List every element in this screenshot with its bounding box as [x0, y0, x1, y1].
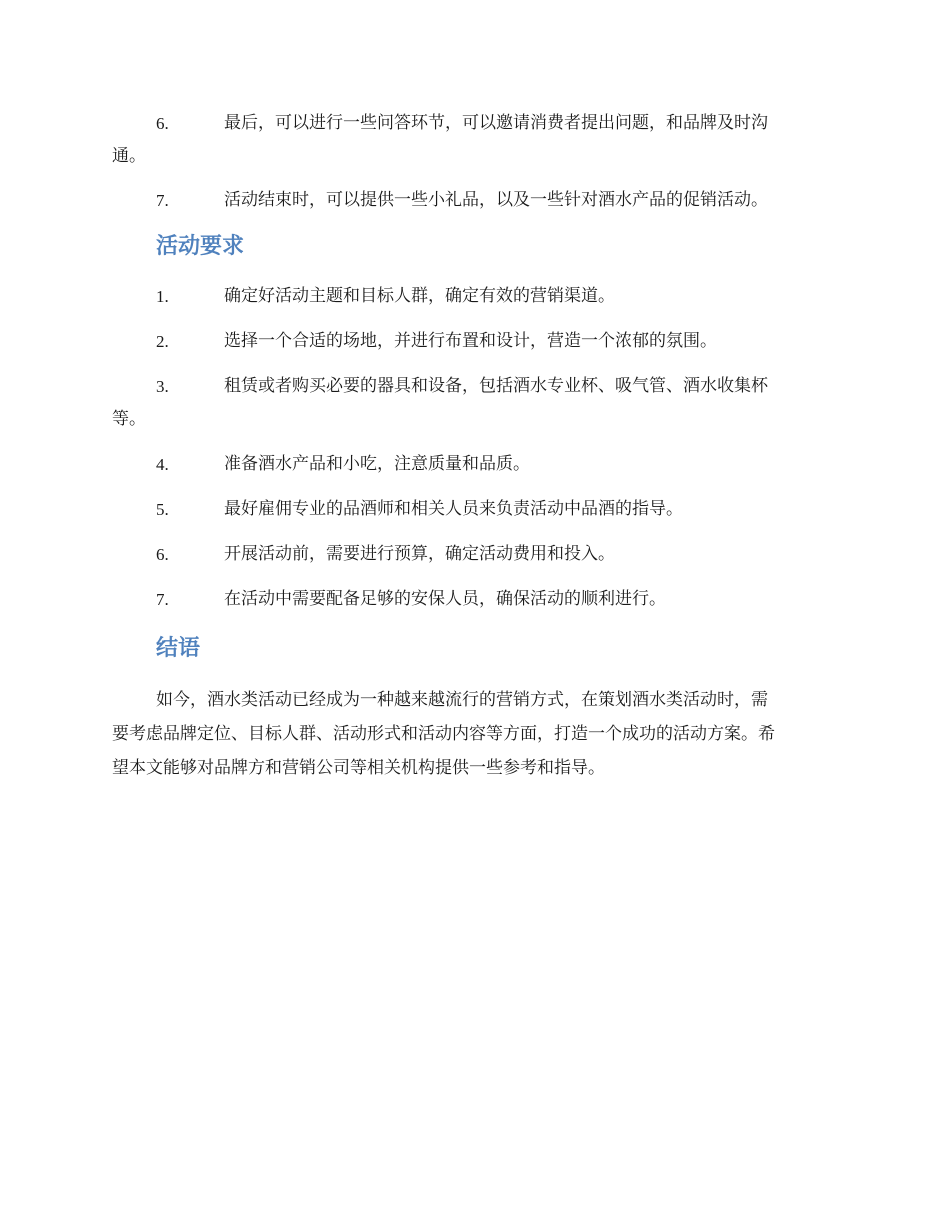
conclusion-paragraph: [112, 683, 842, 785]
list-item-number: 4.: [156, 455, 169, 474]
list-item-text: 准备酒水产品和小吃，注意质量和品质。: [224, 454, 530, 474]
list-item-text: 在活动中需要配备足够的安保人员，确保活动的顺利进行。: [224, 589, 666, 609]
list-item-number: 7.: [156, 590, 169, 609]
list-item-text: 选择一个合适的场地，并进行布置和设计，营造一个浓郁的氛围。: [224, 331, 717, 351]
list-item-text: 最好雇佣专业的品酒师和相关人员来负责活动中品酒的指导。: [224, 499, 683, 519]
list-item-text: 最后，可以进行一些问答环节，可以邀请消费者提出问题，和品牌及时沟: [224, 113, 768, 133]
list-item-number: 2.: [156, 332, 169, 351]
section-heading-requirements: 活动要求: [156, 234, 245, 259]
paragraph-line: 望本文能够对品牌方和营销公司等相关机构提供一些参考和指导。: [112, 758, 605, 778]
list-item-number: 6.: [156, 114, 169, 133]
list-item-number: 6.: [156, 545, 169, 564]
list-item-number: 3.: [156, 377, 169, 396]
list-item-text: 租赁或者购买必要的器具和设备，包括酒水专业杯、吸气管、酒水收集杯: [224, 376, 768, 396]
list-item-continuation: 等。: [112, 409, 146, 429]
list-item-continuation: 通。: [112, 146, 146, 166]
list-item-number: 1.: [156, 287, 169, 306]
paragraph-line: 要考虑品牌定位、目标人群、活动形式和活动内容等方面，打造一个成功的活动方案。希: [112, 724, 775, 744]
list-item-text: 开展活动前，需要进行预算，确定活动费用和投入。: [224, 544, 615, 564]
paragraph-line: 如今，酒水类活动已经成为一种越来越流行的营销方式，在策划酒水类活动时，需: [156, 690, 768, 710]
section-heading-conclusion: 结语: [156, 636, 201, 661]
list-item-number: 5.: [156, 500, 169, 519]
list-item-number: 7.: [156, 191, 169, 210]
list-item-text: 活动结束时，可以提供一些小礼品，以及一些针对酒水产品的促销活动。: [224, 190, 768, 210]
list-item-text: 确定好活动主题和目标人群，确定有效的营销渠道。: [224, 286, 615, 306]
